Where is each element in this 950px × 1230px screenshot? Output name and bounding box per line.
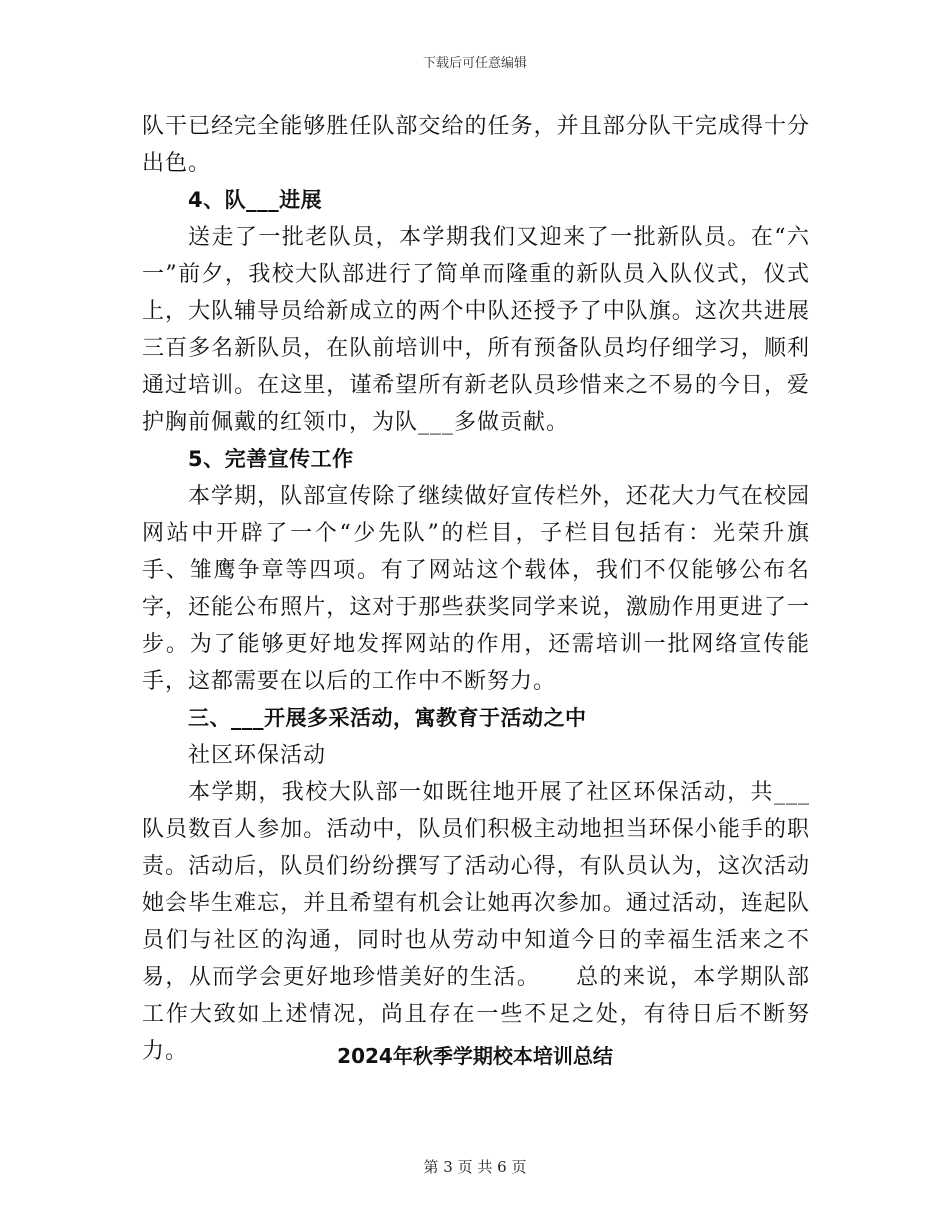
paragraph-3: 本学期，队部宣传除了继续做好宣传栏外，还花大力气在校园网站中开辟了一个“少先队”的栏目，子栏目包括有：光荣升旗手、雏鹰争章等四项。有了网站这个载体，我们不仅能够公布名字，还能公布照片，这对于那些获奖同学来说，激励作用更进了一步。为了能够更好地发挥网站的作用，还需培训一批网络宣传能手，这都需要在以后的工作中不断努力。 — [142, 484, 810, 694]
paragraph-2: 送走了一批老队员，本学期我们又迎来了一批新队员。在“六一”前夕，我校大队部进行了简单而隆重的新队员入队仪式，仪式上，大队辅导员给新成立的两个中队还授予了中队旗。这次共进展三百多名新队员，在队前培训中，所有预备队员均仔细学习，顺利通过培训。在这里，谨希望所有新老队员珍惜来之不易的今日，爱护胸前佩戴的红领巾，为队___多做贡献。 — [142, 225, 810, 435]
document-body — [142, 108, 810, 1070]
paragraph-1: 队干已经完全能够胜任队部交给的任务，并且部分队干完成得十分出色。 — [142, 114, 810, 176]
paragraph-4: 本学期，我校大队部一如既往地开展了社区环保活动，共___队员数百人参加。活动中，队员们积极主动地担当环保小能手的职责。活动后，队员们纷纷撰写了活动心得，有队员认为，这次活动她会毕生难忘，并且希望有机会让她再次参加。通过活动，连起队员们与社区的沟通，同时也从劳动中知道今日的幸福生活来之不易，从而学会更好地珍惜美好的生活。 总的来说，本学期队部工作大致如上述情况，尚且存在一些不足之处，有待日后不断努力。 — [142, 780, 810, 1064]
heading-5: 5、完善宣传工作 — [188, 447, 354, 471]
page-number: 第 3 页 共 6 页 — [423, 1158, 527, 1176]
subheading-community: 社区环保活动 — [188, 743, 327, 768]
page-header: 下载后可任意编辑 — [422, 56, 527, 71]
heading-section-3: 三、___开展多采活动，寓教育于活动之中 — [188, 706, 587, 730]
document-title: 2024年秋季学期校本培训总结 — [337, 1044, 613, 1068]
heading-4: 4、队___进展 — [188, 188, 323, 212]
